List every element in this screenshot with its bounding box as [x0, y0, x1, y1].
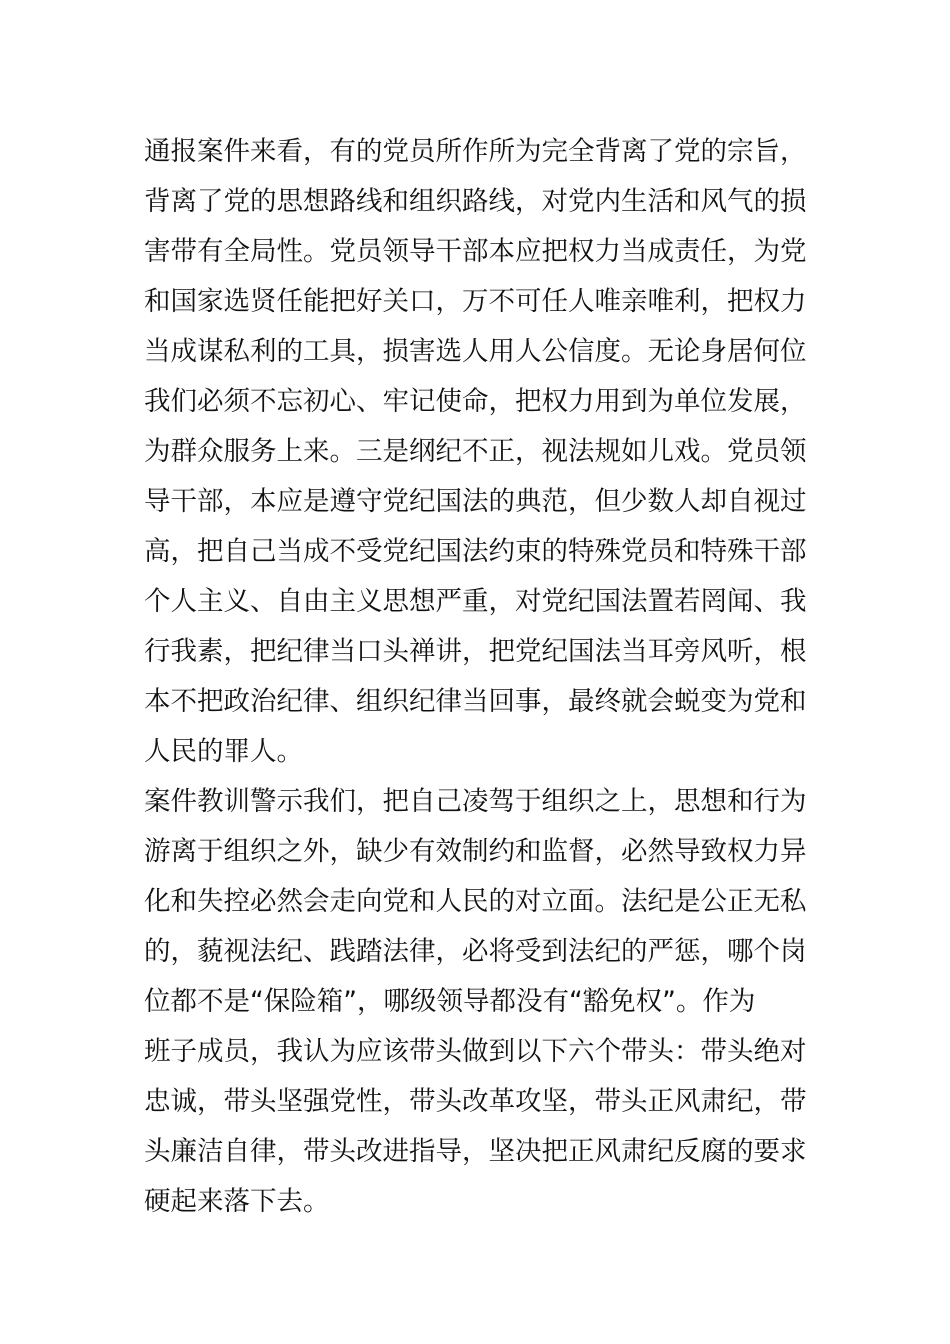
- text-line: 位都不是“保险箱”，哪级领导都没有“豁免权”。作为: [144, 986, 756, 1017]
- text-line: 游离于组织之外，缺少有效制约和监督，必然导致权力异: [144, 836, 807, 867]
- text-line: 我们必须不忘初心、牢记使命，把权力用到为单位发展，: [144, 386, 807, 417]
- text-line: 班子成员，我认为应该带头做到以下六个带头：带头绝对: [144, 1036, 807, 1067]
- text-line: 硬起来落下去。: [144, 1186, 330, 1217]
- text-line: 行我素，把纪律当口头禅讲，把党纪国法当耳旁风听，根: [144, 636, 807, 667]
- text-line: 为群众服务上来。三是纲纪不正，视法规如儿戏。党员领: [144, 436, 807, 467]
- text-line: 害带有全局性。党员领导干部本应把权力当成责任，为党: [144, 236, 807, 267]
- text-line: 头廉洁自律，带头改进指导，坚决把正风肃纪反腐的要求: [144, 1136, 807, 1167]
- text-line: 化和失控必然会走向党和人民的对立面。法纪是公正无私: [144, 886, 807, 917]
- text-line: 通报案件来看，有的党员所作所为完全背离了党的宗旨，: [144, 136, 807, 167]
- text-line: 案件教训警示我们，把自己凌驾于组织之上，思想和行为: [144, 786, 807, 817]
- text-line: 和国家选贤任能把好关口，万不可任人唯亲唯利，把权力: [144, 286, 807, 317]
- text-line: 个人主义、自由主义思想严重，对党纪国法置若罔闻、我: [144, 586, 807, 617]
- text-line: 本不把政治纪律、组织纪律当回事，最终就会蜕变为党和: [144, 686, 807, 717]
- text-line: 背离了党的思想路线和组织路线，对党内生活和风气的损: [144, 186, 807, 217]
- body-text: [144, 127, 824, 1227]
- text-line: 忠诚，带头坚强党性，带头改革攻坚，带头正风肃纪，带: [144, 1086, 807, 1117]
- text-line: 高，把自己当成不受党纪国法约束的特殊党员和特殊干部: [144, 536, 807, 567]
- text-line: 导干部，本应是遵守党纪国法的典范，但少数人却自视过: [144, 486, 807, 517]
- text-line: 当成谋私利的工具，损害选人用人公信度。无论身居何位: [144, 336, 807, 367]
- text-line: 的，藐视法纪、践踏法律，必将受到法纪的严惩，哪个岗: [144, 936, 807, 967]
- text-line: 人民的罪人。: [144, 736, 303, 767]
